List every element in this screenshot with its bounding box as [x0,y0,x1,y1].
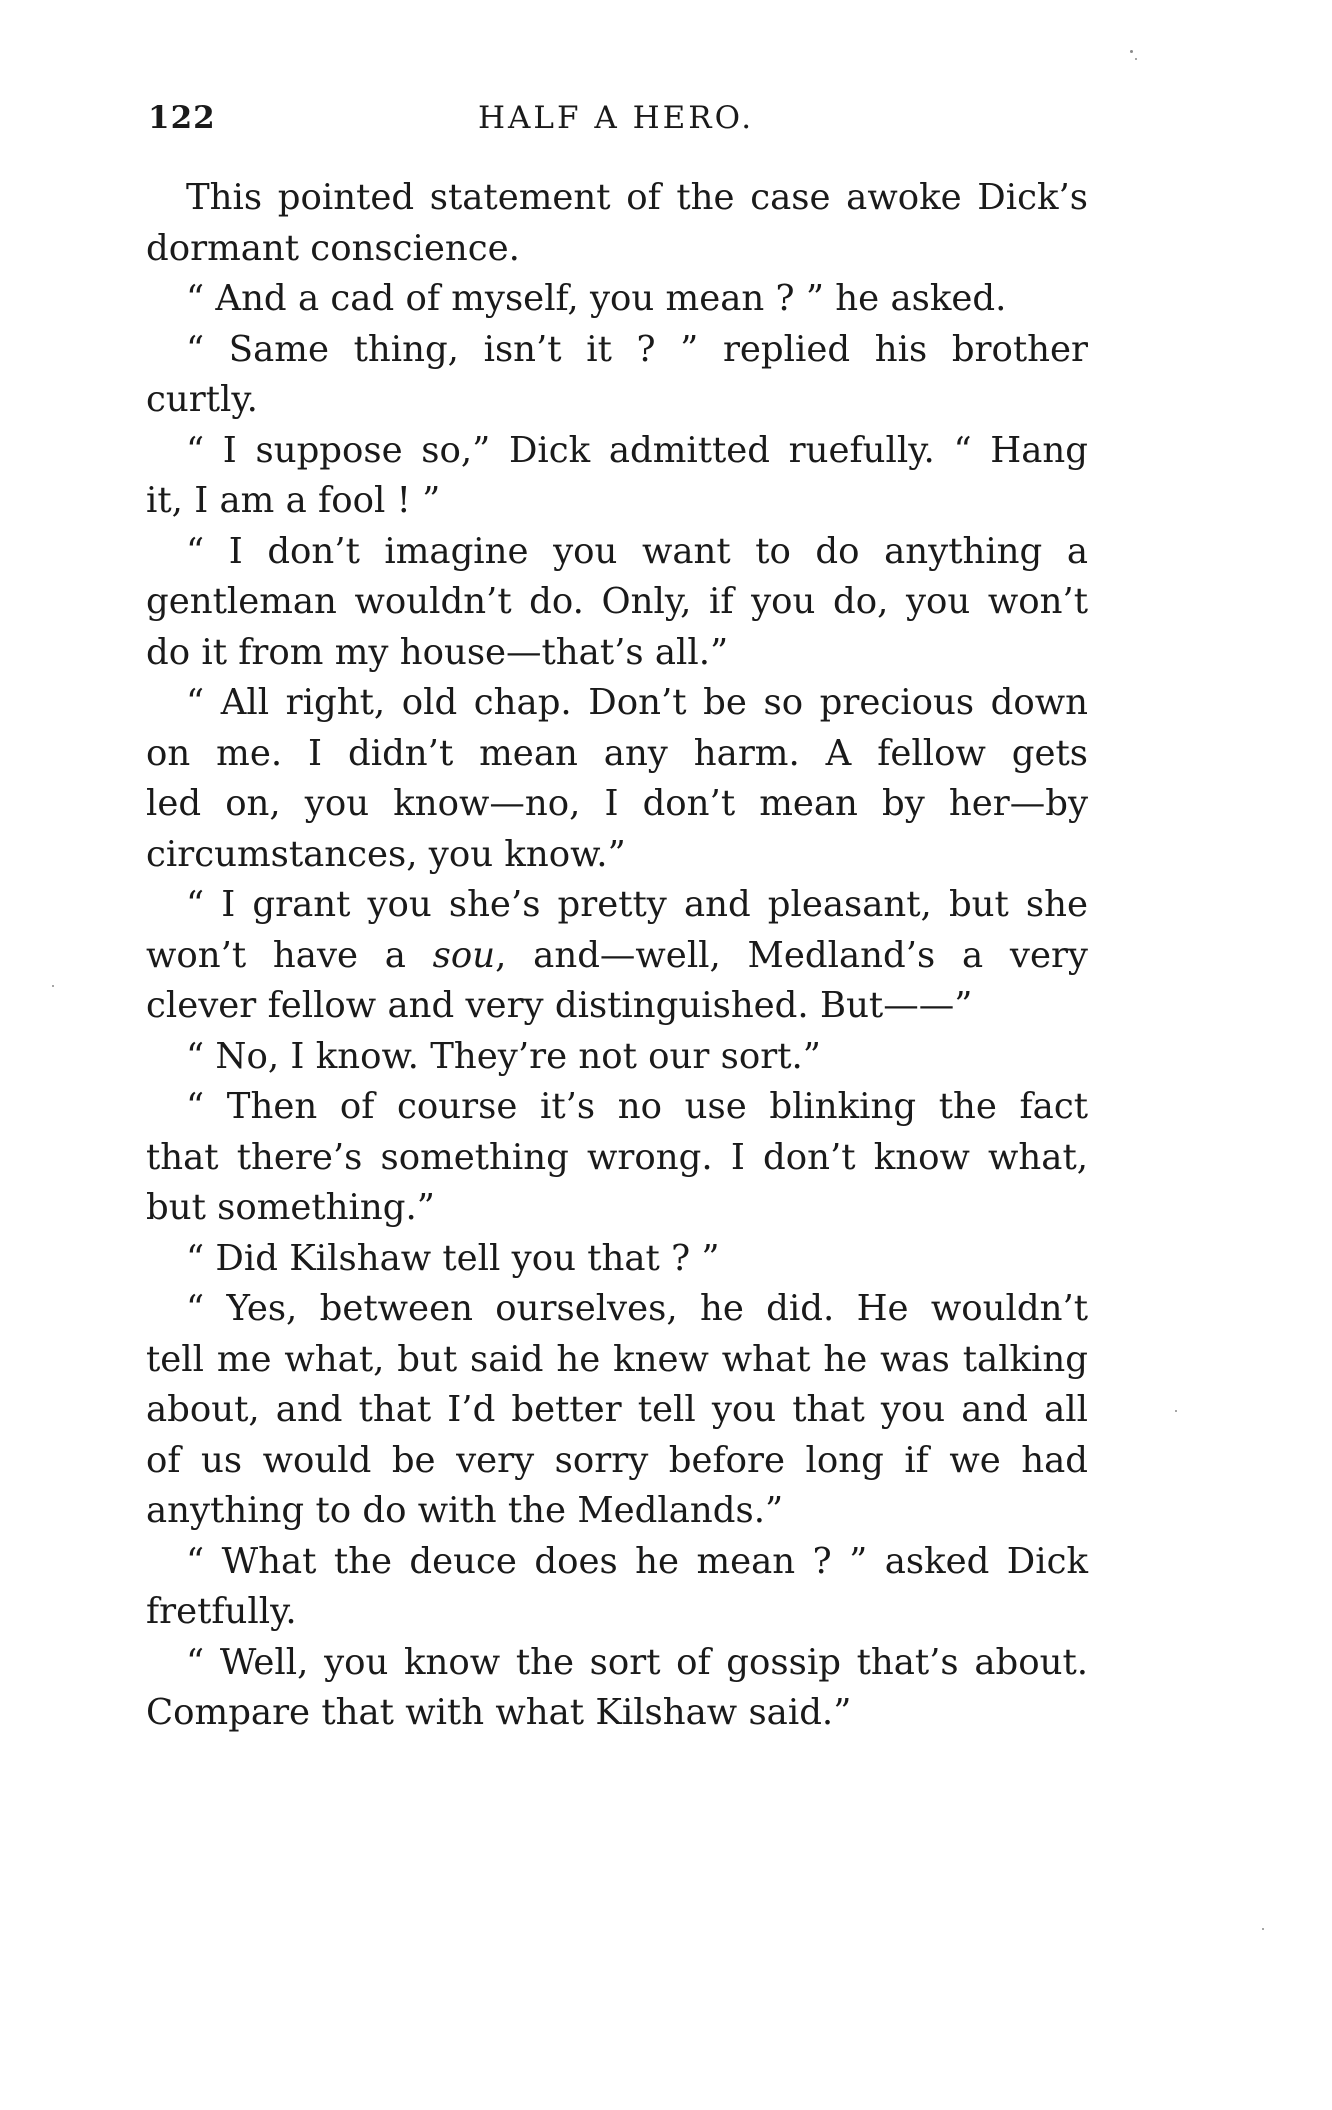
page-header [148,100,1088,144]
text-line: gentleman wouldn’t do. Only, if you do, you won’t [146,581,1088,622]
text-line: won’t have a sou, and—well, Medland’s a very [146,934,1088,976]
scan-speck [1262,1928,1264,1930]
italic-word: sou [432,934,496,976]
text-line: curtly. [146,379,258,420]
page-number: 122 [148,100,216,136]
text-line: Compare that with what Kilshaw said.” [146,1692,852,1733]
scan-speck [1175,1410,1177,1412]
text-line: “ I grant you she’s pretty and pleasant, but she [186,884,1088,925]
text-line: anything to do with the Medlands.” [146,1490,784,1531]
text-line: on me. I didn’t mean any harm. A fellow gets [146,732,1088,774]
text-line: “ Same thing, isn’t it ? ” replied his brother [186,328,1088,370]
text-line: about, and that I’d better tell you that you and all [146,1389,1088,1430]
text-line: that there’s something wrong. I don’t know what, [146,1136,1088,1178]
text-line: circumstances, you know.” [146,833,626,875]
text-line: led on, you know—no, I don’t mean by her—by [146,783,1088,824]
text-line: dormant conscience. [146,227,520,269]
text-line: “ Well, you know the sort of gossip that’s about. [186,1641,1088,1683]
text-line: “ Then of course it’s no use blinking the fact [186,1086,1088,1127]
text-line: “ What the deuce does he mean ? ” asked Dick [186,1540,1088,1582]
text-line: “ And a cad of myself, you mean ? ” he asked. [186,278,1007,319]
text-line: tell me what, but said he knew what he was talking [146,1338,1088,1380]
text-line: “ All right, old chap. Don’t be so precious down [186,682,1088,723]
text-line: “ Did Kilshaw tell you that ? ” [186,1237,720,1279]
text-line: do it from my house—that’s all.” [146,631,729,673]
text-line: fretfully. [146,1591,297,1632]
text-line: clever fellow and very distinguished. But——” [146,985,973,1026]
text-line: “ Yes, between ourselves, he did. He wouldn’t [186,1288,1088,1329]
text-line: “ I don’t imagine you want to do anything a [186,530,1088,572]
body-text [146,173,1088,1739]
running-title: HALF A HERO. [478,100,755,136]
scan-speck [1135,58,1137,60]
text-line: but something.” [146,1187,435,1228]
scan-speck [1130,50,1133,53]
scan-speck [52,985,54,987]
text-line: “ No, I know. They’re not our sort.” [186,1035,821,1077]
text-line: it, I am a fool ! ” [146,480,441,521]
text-line: This pointed statement of the case awoke Dick’s [186,177,1088,218]
text-line: “ I suppose so,” Dick admitted ruefully. “ Hang [186,429,1088,471]
text-line: of us would be very sorry before long if we had [146,1439,1088,1481]
